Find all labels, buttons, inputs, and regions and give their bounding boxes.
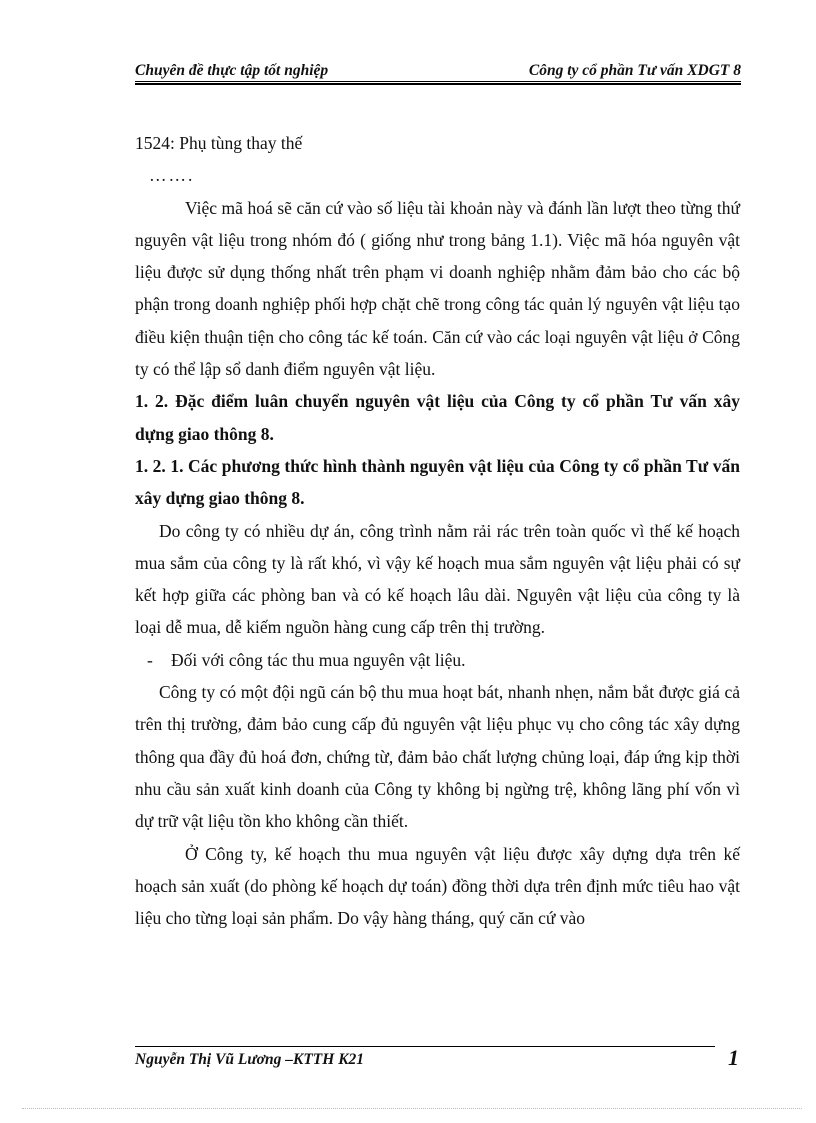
account-code-line: 1524: Phụ tùng thay thế xyxy=(135,133,303,153)
document-body xyxy=(135,127,740,934)
page-footer xyxy=(135,1047,741,1075)
paragraph-material-coding: Việc mã hoá sẽ căn cứ vào số liệu tài khoản này và đánh lần lượt theo từng thứ nguyên vật liệu trong nhóm đó ( giống như trong bảng 1.1). Việc mã hóa nguyên vật liệu được sử dụng thống nhất trên phạm vi doanh nghiệp nhằm đảm bảo cho các bộ phận trong doanh nghiệp phối hợp chặt chẽ trong công tác quản lý nguyên vật liệu tạo điều kiện thuận tiện cho công tác kế toán. Căn cứ vào các loại nguyên vật liệu ở Công ty có thể lập sổ danh điểm nguyên vật liệu. xyxy=(135,197,740,380)
header-divider xyxy=(135,81,741,85)
ellipsis-line: ……. xyxy=(149,165,195,186)
paragraph-purchasing-staff: Công ty có một đội ngũ cán bộ thu mua hoạt bát, nhanh nhẹn, nắm bắt được giá cả trên thị trường, đảm bảo cung cấp đủ nguyên vật liệu phục vụ cho công tác xây dựng thông qua đầy đủ hoá đơn, chứng từ, đảm bảo chất lượng chủng loại, đáp ứng kịp thời nhu cầu sản xuất kinh doanh của Công ty không bị ngừng trệ, không lãng phí vốn vì dự trữ vật liệu tồn kho không cần thiết. xyxy=(135,682,740,832)
bullet-text: Đối với công tác thu mua nguyên vật liệu. xyxy=(171,649,466,670)
paragraph-procurement-plan: Do công ty có nhiều dự án, công trình nằm rải rác trên toàn quốc vì thế kế hoạch mua sắm của công ty là rất khó, vì vậy kế hoạch mua sắm nguyên vật liệu phải có sự kết hợp giữa các phòng ban và có kế hoạch lâu dài. Nguyên vật liệu của công ty là loại dễ mua, dễ kiếm nguồn hàng cung cấp trên thị trường. xyxy=(135,520,740,638)
bullet-dash: - xyxy=(147,649,153,670)
page-bottom-border xyxy=(22,1108,802,1109)
section-heading-1-2: 1. 2. Đặc điểm luân chuyển nguyên vật liệu của Công ty cổ phần Tư vấn xây dựng giao thông 8. xyxy=(135,391,740,444)
bullet-item-purchasing xyxy=(135,644,740,676)
page-header xyxy=(135,56,741,82)
header-document-title: Chuyên đề thực tập tốt nghiệp xyxy=(135,62,329,79)
footer-author: Nguyễn Thị Vũ Lương –KTTH K21 xyxy=(135,1051,365,1068)
header-company-name: Công ty cổ phần Tư vấn XDGT 8 xyxy=(528,62,741,79)
page-number: 1 xyxy=(728,1045,739,1070)
paragraph-purchasing-plan: Ở Công ty, kế hoạch thu mua nguyên vật liệu được xây dựng dựa trên kế hoạch sản xuất (do phòng kế hoạch dự toán) đồng thời dựa trên định mức tiêu hao vật liệu cho từng loại sản phẩm. Do vậy hàng tháng, quý căn cứ vào xyxy=(135,843,740,929)
section-heading-1-2-1: 1. 2. 1. Các phương thức hình thành nguyên vật liệu của Công ty cổ phần Tư vấn xây dựng giao thông 8. xyxy=(135,455,740,509)
